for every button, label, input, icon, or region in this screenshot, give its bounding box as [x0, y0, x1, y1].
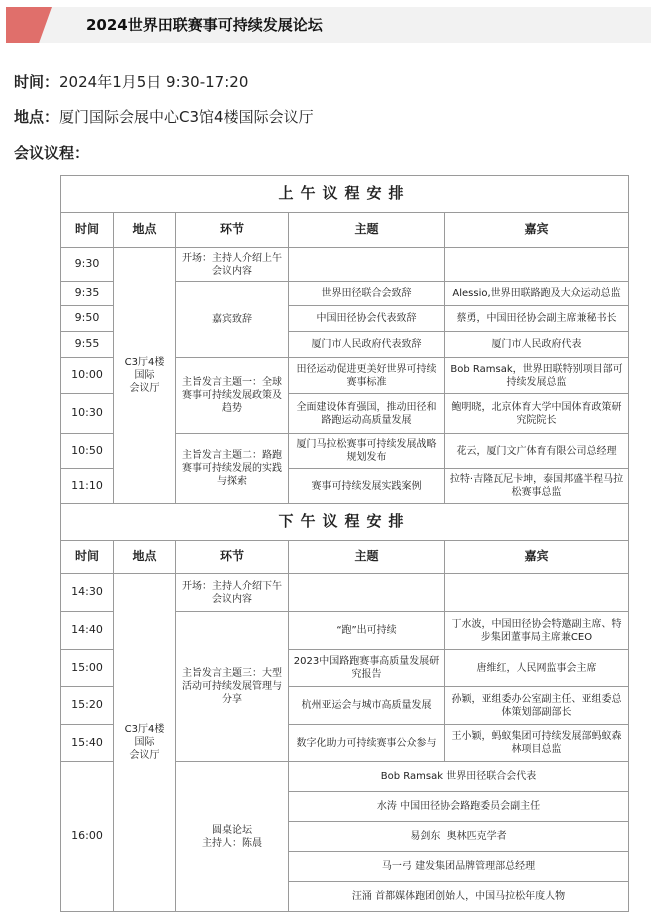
topic-cell: 2023中国路跑赛事高质量发展研究报告	[289, 650, 445, 687]
topic-cell: 全面建设体育强国，推动田径和路跑运动高质量发展	[289, 394, 445, 434]
event-time	[14, 71, 248, 92]
col-time: 时间	[61, 213, 114, 248]
title-accent	[6, 7, 52, 43]
time-cell: 14:30	[61, 574, 114, 612]
time-value: 2024年1月5日 9:30-17:20	[59, 73, 249, 91]
guest-cell: 蔡勇，中国田径协会副主席兼秘书长	[445, 306, 629, 332]
place-value: 厦门国际会展中心C3馆4楼国际会议厅	[59, 108, 314, 126]
title-bar	[6, 7, 651, 43]
topic-cell: “跑”出可持续	[289, 612, 445, 650]
col-time: 时间	[61, 541, 114, 574]
roundtable-guest: 水涛 中国田径协会路跑委员会副主任	[289, 792, 629, 822]
afternoon-title: 下午议程安排	[61, 504, 629, 541]
topic-cell: 赛事可持续发展实践案例	[289, 469, 445, 504]
time-cell: 10:00	[61, 358, 114, 394]
guest-cell: Bob Ramsak，世界田联特别项目部可持续发展总监	[445, 358, 629, 394]
col-topic: 主题	[289, 541, 445, 574]
topic-cell: 杭州亚运会与城市高质量发展	[289, 687, 445, 725]
roundtable-guest: 汪涌 首都媒体跑团创始人，中国马拉松年度人物	[289, 882, 629, 912]
time-cell: 9:50	[61, 306, 114, 332]
session-cell: 圆桌论坛 主持人：陈晨	[176, 762, 289, 912]
session-cell: 开场：主持人介绍下午会议内容	[176, 574, 289, 612]
topic-cell: 数字化助力可持续赛事公众参与	[289, 725, 445, 762]
table-header-afternoon	[61, 541, 629, 574]
roundtable-guest: 马一弓 建发集团品牌管理部总经理	[289, 852, 629, 882]
roundtable-guest: Bob Ramsak 世界田径联合会代表	[289, 762, 629, 792]
agenda-heading: 会议议程：	[14, 144, 90, 162]
col-place: 地点	[114, 213, 176, 248]
location-cell: C3厅4楼 国际 会议厅	[114, 248, 176, 504]
guest-cell: Alessio,世界田联路跑及大众运动总监	[445, 282, 629, 306]
col-session: 环节	[176, 541, 289, 574]
time-cell: 15:00	[61, 650, 114, 687]
location-cell: C3厅4楼 国际 会议厅	[114, 574, 176, 912]
topic-cell: 中国田径协会代表致辞	[289, 306, 445, 332]
col-session: 环节	[176, 213, 289, 248]
time-cell: 10:50	[61, 434, 114, 469]
guest-cell: 花云，厦门文广体育有限公司总经理	[445, 434, 629, 469]
time-cell: 16:00	[61, 762, 114, 912]
session-cell: 主旨发言主题二：路跑赛事可持续发展的实践与探索	[176, 434, 289, 504]
topic-cell: 田径运动促进更美好世界可持续赛事标准	[289, 358, 445, 394]
col-guest: 嘉宾	[445, 541, 629, 574]
guest-cell	[445, 248, 629, 282]
time-cell: 14:40	[61, 612, 114, 650]
guest-cell: 鲍明晓，北京体育大学中国体育政策研究院院长	[445, 394, 629, 434]
topic-cell: 厦门市人民政府代表致辞	[289, 332, 445, 358]
page-title: 2024世界田联赛事可持续发展论坛	[86, 16, 323, 34]
session-cell: 主旨发言主题三：大型活动可持续发展管理与分享	[176, 612, 289, 762]
time-cell: 9:55	[61, 332, 114, 358]
time-label: 时间：	[14, 73, 60, 91]
topic-cell	[289, 574, 445, 612]
time-cell: 11:10	[61, 469, 114, 504]
session-cell: 嘉宾致辞	[176, 282, 289, 358]
agenda-table	[60, 175, 629, 912]
col-guest: 嘉宾	[445, 213, 629, 248]
guest-cell	[445, 574, 629, 612]
place-label: 地点：	[14, 108, 60, 126]
roundtable-guest: 易剑东 奥林匹克学者	[289, 822, 629, 852]
topic-cell: 世界田径联合会致辞	[289, 282, 445, 306]
guest-cell: 王小颖，蚂蚁集团可持续发展部蚂蚁森林项目总监	[445, 725, 629, 762]
guest-cell: 拉特·吉隆瓦尼卡坤，泰国邦盛半程马拉松赛事总监	[445, 469, 629, 504]
guest-cell: 丁水波，中国田径协会特邀副主席、特步集团董事局主席兼CEO	[445, 612, 629, 650]
time-cell: 15:20	[61, 687, 114, 725]
col-topic: 主题	[289, 213, 445, 248]
topic-cell	[289, 248, 445, 282]
session-cell: 开场：主持人介绍上午会议内容	[176, 248, 289, 282]
session-cell: 主旨发言主题一：全球赛事可持续发展政策及趋势	[176, 358, 289, 434]
col-place: 地点	[114, 541, 176, 574]
time-cell: 15:40	[61, 725, 114, 762]
guest-cell: 厦门市人民政府代表	[445, 332, 629, 358]
table-header-morning	[61, 213, 629, 248]
time-cell: 10:30	[61, 394, 114, 434]
guest-cell: 孙颖，亚组委办公室副主任、亚组委总体策划部副部长	[445, 687, 629, 725]
table-row	[61, 574, 629, 612]
time-cell: 9:35	[61, 282, 114, 306]
morning-title: 上午议程安排	[61, 176, 629, 213]
time-cell: 9:30	[61, 248, 114, 282]
guest-cell: 唐维红，人民网监事会主席	[445, 650, 629, 687]
event-place	[14, 106, 314, 127]
table-row	[61, 248, 629, 282]
topic-cell: 厦门马拉松赛事可持续发展战略规划发布	[289, 434, 445, 469]
